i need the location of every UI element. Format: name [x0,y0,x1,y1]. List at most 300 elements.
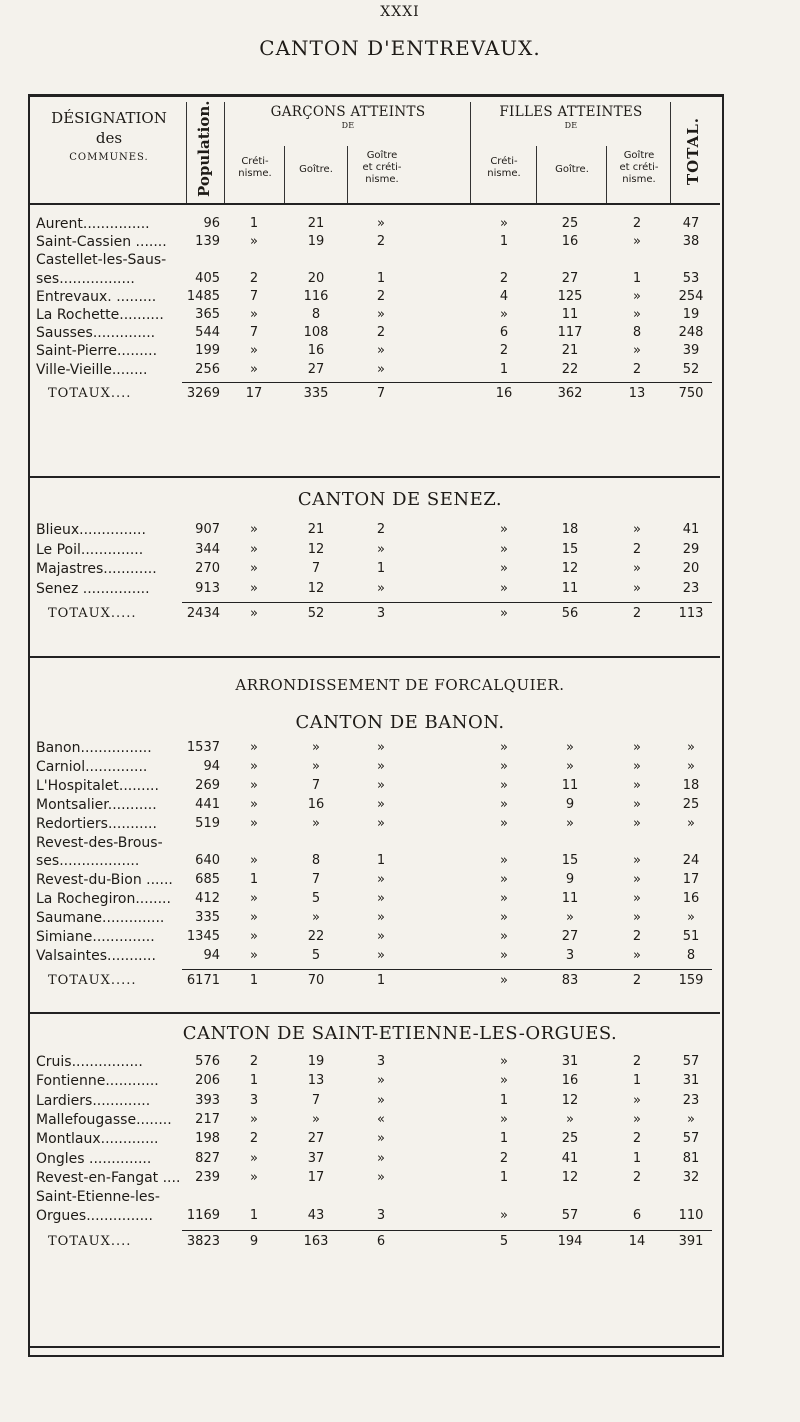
cell-boys-cretinisme: 3 [249,1092,259,1108]
cell-boys-goitre-cretinisme: » [377,1092,385,1108]
cell-boys-goitre: » [312,1111,320,1127]
cell-girls-goitre-cretinisme: » [633,777,641,793]
cell-total: » [687,815,695,831]
cell-girls-goitre-cretinisme: » [633,307,641,322]
commune-name: Cruis................ [36,1054,143,1070]
section-divider [30,1012,720,1014]
table-row [36,1093,712,1109]
cell-girls-goitre-cretinisme: 2 [632,361,642,377]
cell-population: 94 [203,947,220,963]
cell-boys-goitre-cretinisme: » [377,343,385,359]
commune-name: Majastres............ [36,561,157,577]
cell-total: 18 [682,777,700,793]
cell-girls-goitre: 117 [557,325,583,341]
cell-girls-goitre: 362 [557,385,583,401]
cell-girls-goitre: 83 [561,972,579,988]
cell-boys-goitre-cretinisme: » [377,872,385,888]
cell-boys-cretinisme: » [250,758,258,774]
cell-total: 47 [682,216,700,231]
cell-girls-goitre: » [566,815,574,831]
cell-girls-cretinisme: » [500,522,508,537]
cell-boys-goitre: 21 [307,216,325,231]
cell-population: 1169 [186,1208,220,1224]
cell-girls-cretinisme: 2 [499,343,509,359]
cell-boys-goitre: 16 [307,343,325,359]
cell-boys-goitre: 108 [303,325,329,341]
cell-population: 198 [195,1131,220,1147]
cell-girls-goitre: 18 [561,522,579,537]
commune-name: Revest-du-Bion ...... [36,872,173,889]
cell-boys-goitre-cretinisme: » [377,891,385,907]
cell-boys-goitre-cretinisme: » [377,777,385,793]
cell-girls-goitre-cretinisme: 2 [632,1131,642,1147]
cell-boys-cretinisme: 2 [249,270,259,286]
header-boys-de: DE [341,121,355,130]
cell-population: 96 [203,216,220,231]
cell-boys-cretinisme: 1 [249,972,259,988]
cell-total: 17 [682,872,700,888]
cell-girls-goitre-cretinisme: » [633,853,641,869]
totals-label: TOTAUX..... [48,606,137,621]
cell-girls-cretinisme: 1 [499,1169,509,1185]
cell-total: 38 [682,234,700,250]
cell-total: 39 [682,343,700,359]
cell-total: 248 [678,325,704,341]
cell-girls-goitre-cretinisme: » [633,343,641,359]
cell-population: 269 [195,777,220,793]
cell-population: 576 [195,1054,220,1069]
totals-row [36,1234,712,1250]
cell-boys-cretinisme: 1 [249,216,259,231]
table-row [36,778,712,794]
cell-total: 750 [678,385,704,401]
header-girls-group [472,104,670,130]
cell-girls-goitre-cretinisme: » [633,561,641,576]
cell-boys-goitre-cretinisme: » [377,1150,385,1166]
table-row [36,581,712,597]
cell-boys-cretinisme: 1 [249,1208,259,1224]
cell-boys-goitre-cretinisme: 3 [376,1208,386,1224]
column-divider [536,146,537,204]
cell-population: 3823 [186,1233,220,1249]
cell-boys-goitre-cretinisme: « [377,1111,385,1127]
cell-total: 51 [682,929,700,944]
cell-girls-goitre-cretinisme: » [633,796,641,812]
cell-girls-goitre: 11 [561,580,579,596]
cell-total: 25 [682,796,700,812]
table-row [36,289,712,305]
header-boys-group [226,104,470,130]
cell-boys-goitre-cretinisme: 3 [376,606,386,621]
cell-total: 110 [678,1208,704,1224]
table-row [36,1073,712,1089]
cell-population: 685 [195,872,220,888]
cell-total: 81 [682,1150,700,1166]
table-row [36,271,712,287]
cell-boys-goitre: 43 [307,1208,325,1224]
cell-boys-goitre: 7 [311,1092,321,1108]
cell-girls-goitre-cretinisme: » [633,1111,641,1127]
cell-girls-goitre: 57 [561,1208,579,1224]
cell-total: 391 [678,1233,704,1249]
cell-boys-goitre: 22 [307,929,325,944]
cell-boys-goitre: » [312,910,320,926]
cell-girls-cretinisme: » [500,307,508,322]
cell-girls-cretinisme: » [500,216,508,231]
cell-boys-goitre: 116 [303,288,329,304]
cell-girls-cretinisme: » [500,796,508,812]
cell-girls-goitre-cretinisme: 6 [632,1208,642,1224]
column-divider [284,146,285,204]
totals-rule [182,969,712,970]
cell-boys-goitre-cretinisme: » [377,815,385,831]
cell-boys-cretinisme: 17 [245,385,263,401]
cell-girls-goitre: 16 [561,1073,579,1089]
commune-name: Carniol.............. [36,758,148,775]
cell-total: 23 [682,580,700,596]
table-row [36,1131,712,1147]
cell-boys-goitre: 19 [307,1054,325,1069]
column-divider [186,102,187,204]
cell-total: 24 [682,853,700,869]
cell-boys-cretinisme: » [250,580,258,596]
cell-boys-goitre-cretinisme: 1 [376,561,386,576]
cell-boys-goitre-cretinisme: » [377,796,385,812]
cell-population: 1537 [186,740,220,755]
cell-population: 335 [195,910,220,926]
cell-total: 254 [678,288,704,304]
cell-boys-cretinisme: » [250,815,258,831]
totals-row [36,606,712,622]
cell-total: 52 [682,361,700,377]
cell-girls-cretinisme: » [500,853,508,869]
column-divider [606,146,607,204]
cell-boys-cretinisme: » [250,1111,258,1127]
column-divider [347,146,348,204]
cell-total: 159 [678,972,704,988]
cell-girls-goitre-cretinisme: » [633,580,641,596]
header-girls-goitre: Goître. [555,164,589,175]
cell-boys-cretinisme: » [250,796,258,812]
cell-total: » [687,758,695,774]
cell-girls-cretinisme: 1 [499,1131,509,1147]
cell-boys-cretinisme: 1 [249,1073,259,1089]
header-designation-line3: COMMUNES. [69,152,149,163]
cell-girls-goitre-cretinisme: » [633,891,641,907]
cell-population: 94 [203,758,220,774]
cell-girls-goitre-cretinisme: » [633,288,641,304]
totals-label: TOTAUX..... [48,972,137,988]
cell-boys-cretinisme: » [250,929,258,944]
section-heading-banon: CANTON DE BANON. [295,712,505,733]
cell-girls-cretinisme: » [500,947,508,963]
cell-girls-cretinisme: 4 [499,288,509,304]
cell-boys-goitre: 19 [307,234,325,250]
commune-name: L'Hospitalet......... [36,777,159,794]
cell-boys-goitre-cretinisme: » [377,307,385,322]
cell-boys-goitre: 12 [307,580,325,596]
cell-total: 19 [682,307,700,322]
cell-girls-goitre: » [566,740,574,755]
cell-girls-cretinisme: » [500,910,508,926]
cell-boys-goitre: 37 [307,1150,325,1166]
table-row [36,759,712,775]
cell-girls-cretinisme: » [500,1054,508,1069]
cell-girls-goitre: 15 [561,541,579,557]
cell-boys-goitre-cretinisme: » [377,740,385,755]
cell-girls-cretinisme: » [500,1073,508,1089]
commune-name: Simiane.............. [36,929,155,945]
cell-girls-goitre: 12 [561,1092,579,1108]
cell-total: 23 [682,1092,700,1108]
cell-girls-cretinisme: 2 [499,270,509,286]
cell-boys-goitre-cretinisme: » [377,929,385,944]
cell-boys-goitre: 12 [307,541,325,557]
page-title: CANTON D'ENTREVAUX. [259,36,541,60]
header-girls-goitre-cretinisme: Goître et créti- nisme. [619,150,659,185]
cell-girls-goitre-cretinisme: 2 [632,1054,642,1069]
cell-girls-goitre-cretinisme: » [633,522,641,537]
cell-girls-cretinisme: » [500,740,508,755]
table-row [36,929,712,945]
cell-boys-cretinisme: 7 [249,288,259,304]
cell-boys-goitre: 20 [307,270,325,286]
commune-name: Saumane.............. [36,910,165,927]
totals-rule [182,602,712,603]
table-row [36,797,712,813]
cell-girls-cretinisme: » [500,606,508,621]
cell-boys-cretinisme: 9 [249,1233,259,1249]
cell-total: 113 [678,606,704,621]
cell-girls-goitre-cretinisme: 8 [632,325,642,341]
header-boys-goitre-cretinisme: Goître et créti- nisme. [362,150,402,185]
section-divider [30,656,720,658]
cell-boys-goitre: 27 [307,1131,325,1147]
cell-girls-cretinisme: » [500,561,508,576]
cell-girls-goitre-cretinisme: 1 [632,1073,642,1089]
cell-girls-goitre: 194 [557,1233,583,1249]
cell-girls-goitre-cretinisme: 1 [632,270,642,286]
header-girls-de: DE [564,121,578,130]
section-divider [30,476,720,478]
cell-boys-cretinisme: » [250,777,258,793]
commune-name: Lardiers............. [36,1092,151,1109]
cell-girls-cretinisme: » [500,777,508,793]
cell-boys-cretinisme: » [250,606,258,621]
cell-boys-goitre: 17 [307,1169,325,1185]
cell-girls-goitre-cretinisme: 2 [632,606,642,621]
cell-boys-goitre-cretinisme: 2 [376,522,386,537]
cell-girls-goitre-cretinisme: 2 [632,929,642,944]
arrondissement-heading: ARRONDISSEMENT DE FORCALQUIER. [235,676,565,694]
totals-label: TOTAUX.... [48,385,132,401]
cell-total: 29 [682,541,700,557]
section-heading-senez: CANTON DE SENEZ. [297,489,503,510]
cell-boys-goitre: 8 [311,853,321,869]
cell-population: 2434 [186,606,220,621]
commune-name: Valsaintes........... [36,947,156,964]
header-girls-label: FILLES ATTEINTES [499,104,643,120]
cell-girls-cretinisme: 2 [499,1150,509,1166]
cell-total: » [687,740,695,755]
cell-population: 270 [195,561,220,576]
cell-girls-goitre-cretinisme: 2 [632,541,642,557]
cell-boys-goitre-cretinisme: » [377,541,385,557]
column-divider [470,102,471,204]
cell-girls-cretinisme: » [500,580,508,596]
cell-population: 217 [195,1111,220,1127]
cell-girls-goitre: 125 [557,288,583,304]
cell-population: 393 [195,1092,220,1108]
cell-girls-goitre: 27 [561,270,579,286]
cell-boys-goitre: 8 [311,307,321,322]
cell-population: 544 [195,325,220,341]
cell-girls-goitre-cretinisme: 2 [632,216,642,231]
cell-girls-goitre-cretinisme: » [633,758,641,774]
commune-name: Saint-Cassien ....... [36,234,167,251]
cell-boys-goitre: » [312,758,320,774]
cell-boys-cretinisme: » [250,910,258,926]
cell-boys-cretinisme: » [250,343,258,359]
cell-girls-cretinisme: 16 [495,385,513,401]
cell-boys-cretinisme: » [250,234,258,250]
cell-girls-goitre: 9 [565,872,575,888]
cell-total: 31 [682,1073,700,1089]
cell-girls-goitre: 9 [565,796,575,812]
commune-name: Fontienne............ [36,1073,159,1090]
cell-total: » [687,1111,695,1127]
cell-boys-cretinisme: » [250,361,258,377]
cell-boys-goitre-cretinisme: » [377,216,385,231]
commune-name: La Rochette.......... [36,307,164,323]
cell-girls-cretinisme: 1 [499,234,509,250]
cell-boys-cretinisme: 1 [249,872,259,888]
cell-girls-goitre: 12 [561,561,579,576]
commune-name: Blieux............... [36,522,146,538]
header-boys-label: GARÇONS ATTEINTS [270,104,426,120]
cell-boys-goitre-cretinisme: 1 [376,853,386,869]
cell-boys-goitre-cretinisme: 3 [376,1054,386,1069]
table-row [36,1208,712,1224]
column-divider [670,102,671,204]
table-row [36,307,712,323]
cell-boys-goitre: 70 [307,972,325,988]
cell-girls-goitre-cretinisme: » [633,234,641,250]
cell-girls-goitre: 11 [561,777,579,793]
cell-girls-goitre-cretinisme: 2 [632,972,642,988]
header-designation-line1: DÉSIGNATION [51,109,167,127]
commune-name: Entrevaux. ......... [36,288,157,305]
commune-name: Aurent............... [36,216,150,232]
cell-population: 1345 [186,929,220,944]
cell-total: 20 [682,561,700,576]
table-row [36,948,712,964]
section-heading-saint-etienne: CANTON DE SAINT-ETIENNE-LES-ORGUES. [182,1023,618,1044]
cell-girls-goitre: 15 [561,853,579,869]
cell-total: » [687,910,695,926]
cell-population: 199 [195,343,220,359]
commune-name: Saint-Etienne-les- [36,1189,160,1206]
table-row [36,1170,712,1186]
cell-population: 405 [195,270,220,286]
cell-boys-goitre: » [312,740,320,755]
cell-population: 441 [195,796,220,812]
cell-boys-goitre: 335 [303,385,329,401]
table-row [36,853,712,869]
cell-boys-cretinisme: 2 [249,1054,259,1069]
cell-boys-cretinisme: » [250,947,258,963]
cell-girls-cretinisme: 1 [499,1092,509,1108]
cell-girls-goitre: » [566,758,574,774]
cell-girls-cretinisme: » [500,1111,508,1127]
cell-girls-goitre: 27 [561,929,579,944]
cell-population: 206 [195,1073,220,1089]
cell-boys-goitre-cretinisme: » [377,947,385,963]
cell-total: 57 [682,1054,700,1069]
cell-boys-goitre-cretinisme: 6 [376,1233,386,1249]
cell-boys-goitre-cretinisme: » [377,580,385,596]
cell-population: 3269 [186,385,220,401]
totals-rule [182,382,712,383]
table-row [36,1151,712,1167]
cell-population: 907 [195,522,220,537]
table-row [36,891,712,907]
cell-population: 6171 [186,972,220,988]
commune-name: Montsalier........... [36,796,157,813]
cell-boys-goitre-cretinisme: » [377,758,385,774]
cell-boys-cretinisme: » [250,541,258,557]
commune-name: Sausses.............. [36,325,156,342]
cell-girls-goitre-cretinisme: » [633,815,641,831]
cell-girls-goitre: 41 [561,1150,579,1166]
cell-boys-cretinisme: » [250,853,258,869]
table-row [36,816,712,832]
cell-girls-cretinisme: 6 [499,325,509,341]
commune-name: Revest-des-Brous- [36,834,163,851]
cell-girls-cretinisme: » [500,1208,508,1224]
cell-girls-goitre: 16 [561,234,579,250]
cell-boys-goitre-cretinisme: 2 [376,234,386,250]
column-divider [224,102,225,204]
cell-boys-goitre: 13 [307,1073,325,1089]
cell-boys-goitre-cretinisme: » [377,1073,385,1089]
cell-total: 41 [682,522,700,537]
table-row [36,740,712,756]
cell-girls-goitre-cretinisme: 13 [628,385,646,401]
cell-girls-goitre: 3 [565,947,575,963]
cell-boys-goitre-cretinisme: » [377,910,385,926]
header-designation-line2: des [95,129,123,147]
commune-name: Le Poil.............. [36,541,144,558]
cell-population: 827 [195,1150,220,1166]
cell-boys-goitre-cretinisme: » [377,1131,385,1147]
cell-boys-goitre: 21 [307,522,325,537]
commune-name: Castellet-les-Saus- [36,252,167,269]
cell-boys-goitre: 27 [307,361,325,377]
commune-name: Saint-Pierre......... [36,343,158,360]
cell-girls-goitre-cretinisme: » [633,910,641,926]
page-number: XXXI [380,4,420,20]
cell-girls-cretinisme: » [500,972,508,988]
cell-boys-goitre-cretinisme: 1 [376,972,386,988]
cell-girls-cretinisme: 1 [499,361,509,377]
table-row [36,872,712,888]
cell-boys-cretinisme: 7 [249,325,259,341]
cell-population: 256 [195,361,220,377]
header-population: Population. [195,100,213,197]
cell-girls-cretinisme: » [500,815,508,831]
table-row [36,362,712,378]
